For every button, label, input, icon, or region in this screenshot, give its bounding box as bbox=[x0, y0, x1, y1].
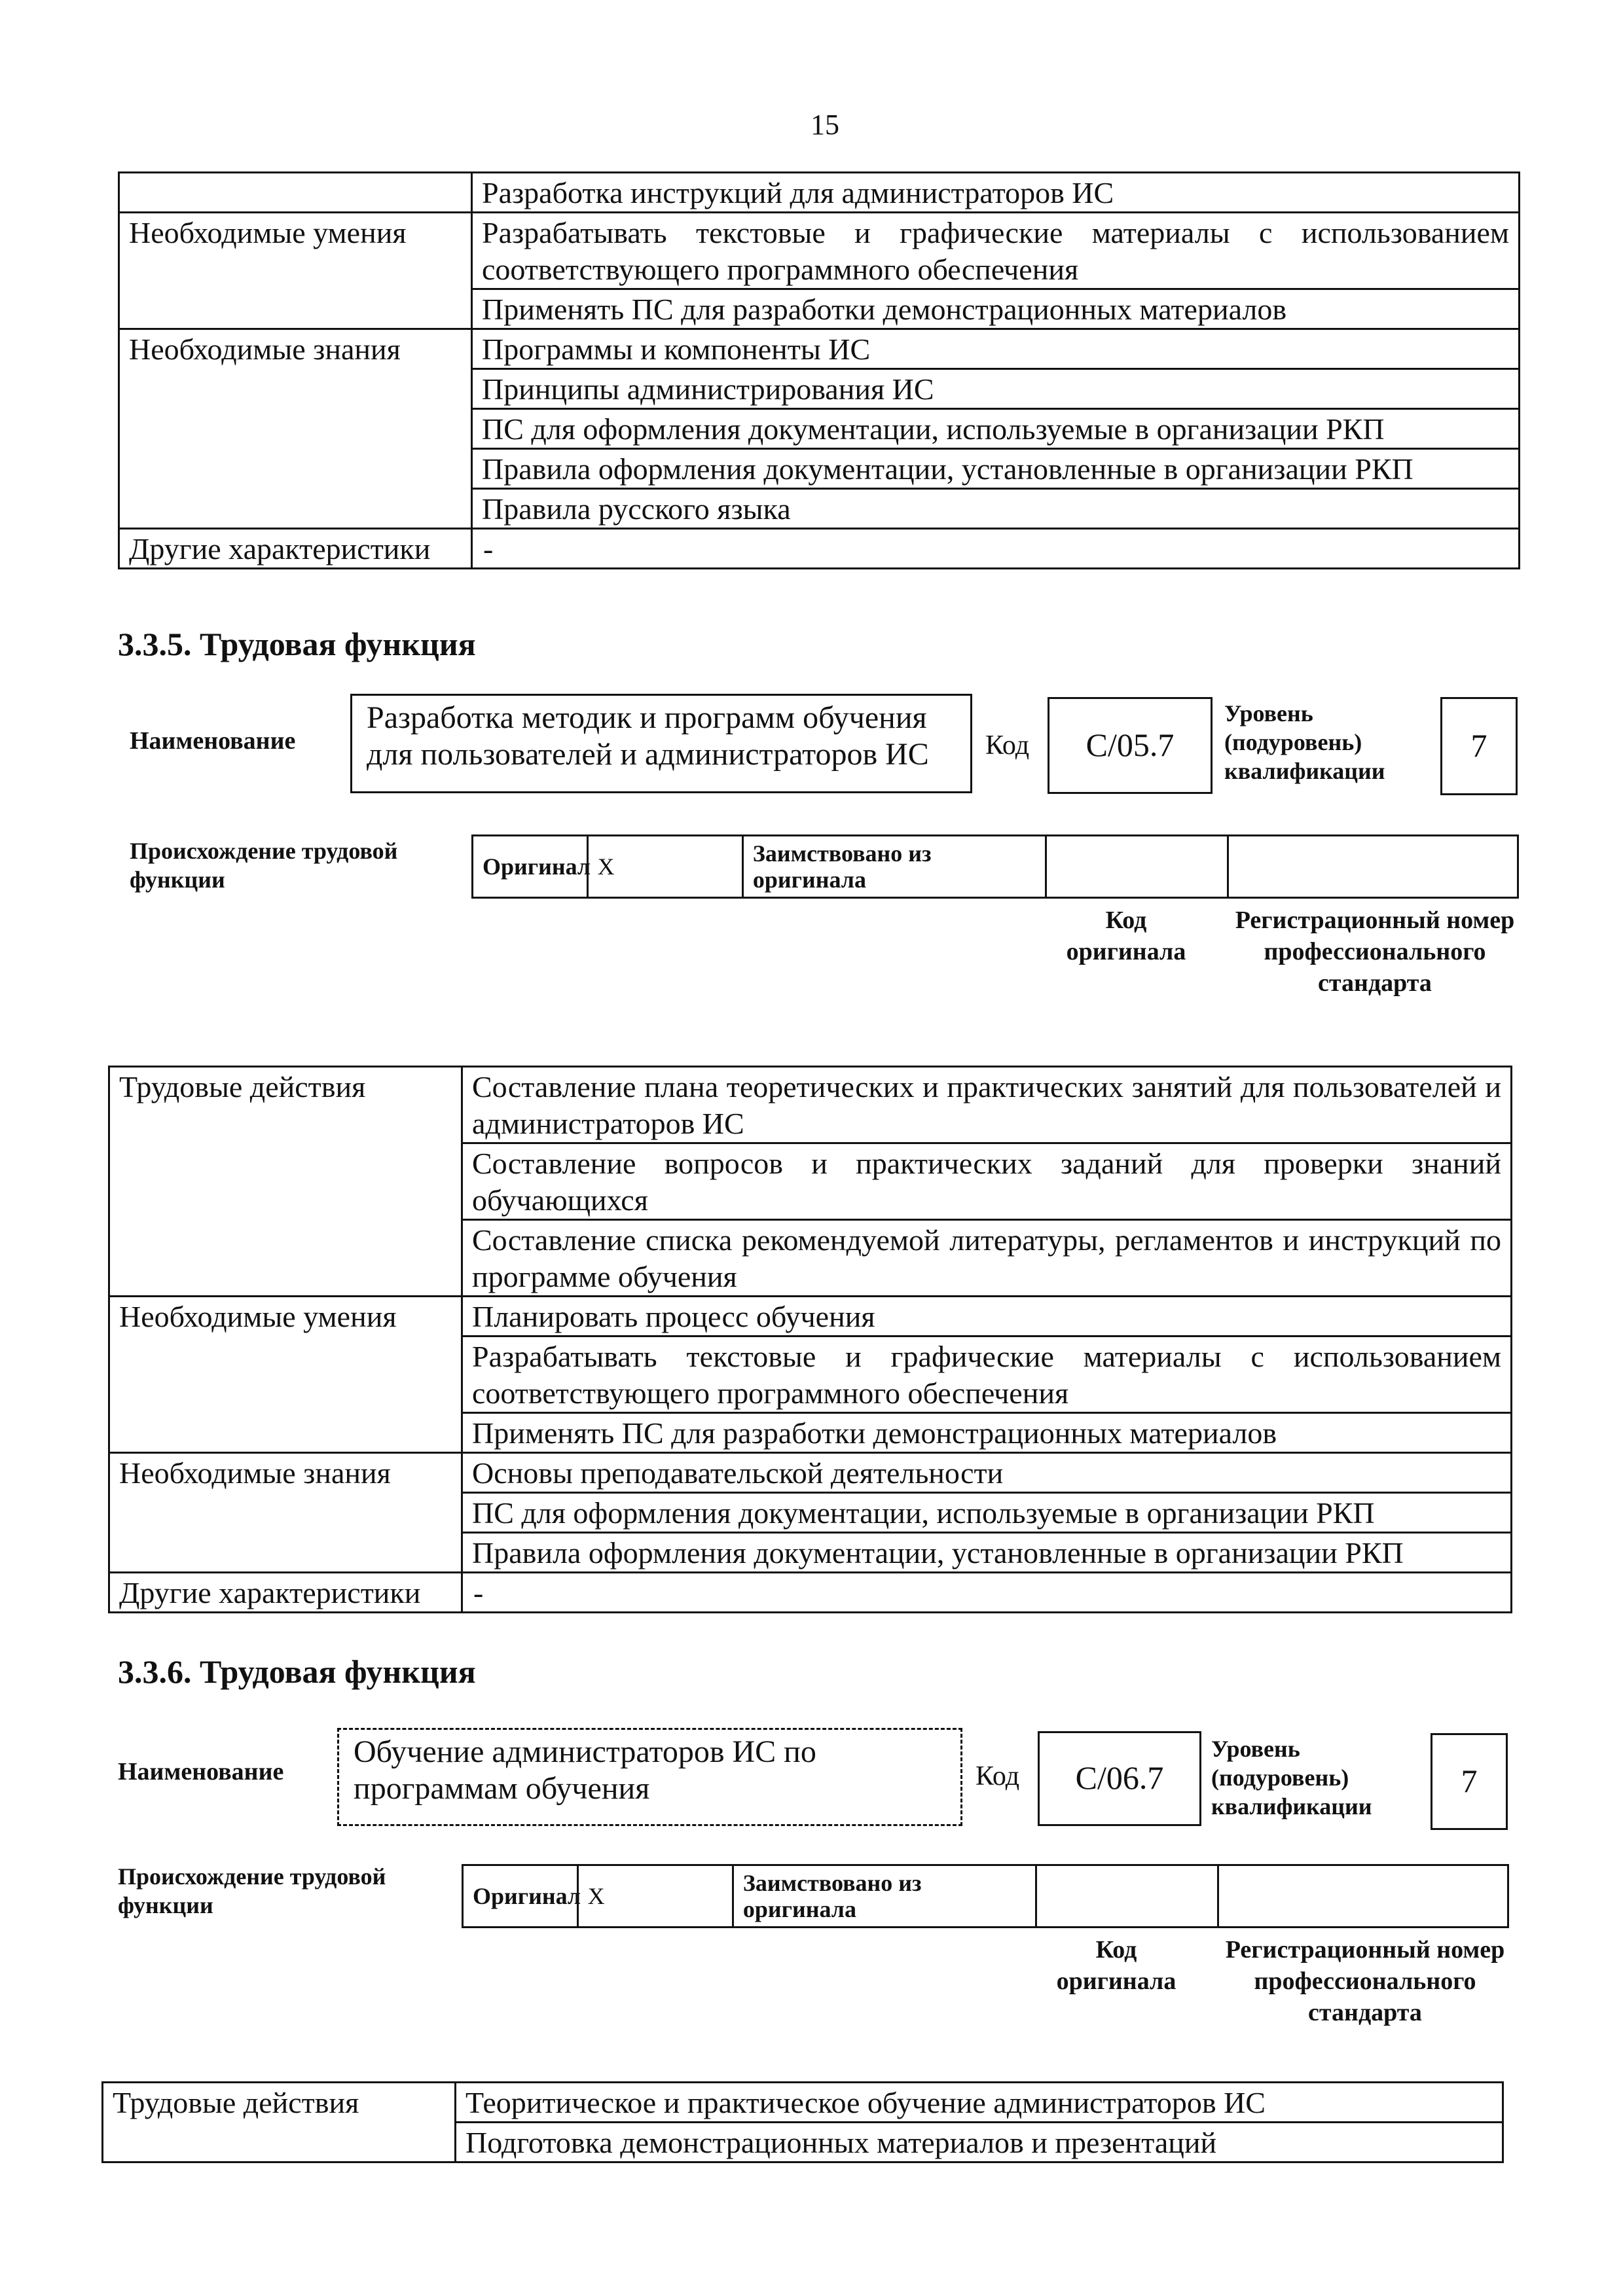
origin-code-cell bbox=[1036, 1865, 1218, 1928]
origin-table-336 bbox=[462, 1864, 1509, 1928]
code-label-336: Код bbox=[976, 1761, 1020, 1791]
row-label: Трудовые действия bbox=[109, 1067, 462, 1297]
row-item: Правила русского языка bbox=[472, 489, 1520, 529]
row-item: - bbox=[462, 1573, 1512, 1613]
origin-borrowed-label: Заимствовано из оригинала bbox=[742, 836, 1046, 898]
origin-reg-cell bbox=[1218, 1865, 1508, 1928]
code-value-336: С/06.7 bbox=[1038, 1731, 1201, 1826]
origin-x-mark: X bbox=[577, 1865, 733, 1928]
code-value-335: С/05.7 bbox=[1048, 697, 1213, 794]
origin-borrowed-label: Заимствовано из оригинала bbox=[733, 1865, 1036, 1928]
row-item: Принципы администрирования ИС bbox=[472, 369, 1520, 409]
function-name-box-335: Разработка методик и программ обучения для пользователей и администраторов ИС bbox=[350, 694, 972, 793]
row-item: Правила оформления документации, установленные в организации РКП bbox=[462, 1533, 1512, 1573]
table-row bbox=[109, 1067, 1512, 1143]
row-item: Основы преподавательской деятельности bbox=[462, 1453, 1512, 1493]
table-row bbox=[119, 529, 1520, 569]
table-row bbox=[109, 1297, 1512, 1336]
caption-reg-336: Регистрационный номер профессионального стандарта bbox=[1225, 1936, 1505, 2026]
table-row bbox=[119, 213, 1520, 289]
table-row bbox=[119, 173, 1520, 213]
table-row bbox=[109, 1453, 1512, 1493]
row-item: Составление плана теоретических и практических занятий для пользователей и администраторов ИС bbox=[462, 1067, 1512, 1143]
row-label: Необходимые умения bbox=[109, 1297, 462, 1453]
row-label: Необходимые знания bbox=[109, 1453, 462, 1573]
row-item: Составление списка рекомендуемой литературы, регламентов и инструкций по программе обучения bbox=[462, 1220, 1512, 1297]
row-label: Другие характеристики bbox=[119, 529, 472, 569]
row-item: Программы и компоненты ИС bbox=[472, 329, 1520, 369]
caption-reg-335: Регистрационный номер профессионального стандарта bbox=[1235, 906, 1515, 997]
name-label-336: Наименование bbox=[118, 1758, 284, 1785]
origin-table-335 bbox=[471, 834, 1519, 899]
row-item: ПС для оформления документации, используемые в организации РКП bbox=[462, 1493, 1512, 1533]
table-row bbox=[109, 1573, 1512, 1613]
requirements-table-335 bbox=[108, 1066, 1512, 1613]
row-item: Правила оформления документации, установленные в организации РКП bbox=[472, 449, 1520, 489]
name-label-335: Наименование bbox=[130, 727, 296, 755]
row-label: Трудовые действия bbox=[103, 2083, 456, 2162]
table-row bbox=[119, 329, 1520, 369]
row-item: Составление вопросов и практических заданий для проверки знаний обучающихся bbox=[462, 1143, 1512, 1220]
section-heading-336: 3.3.6. Трудовая функция bbox=[118, 1653, 476, 1690]
row-item: Разработка инструкций для администраторов ИС bbox=[472, 173, 1520, 213]
level-label-335: Уровень (подуровень) квалификации bbox=[1224, 700, 1385, 784]
row-item: - bbox=[472, 529, 1520, 569]
origin-reg-cell bbox=[1228, 836, 1518, 898]
level-label-336: Уровень (подуровень) квалификации bbox=[1211, 1736, 1372, 1820]
caption-code-336: Код оригинала bbox=[1056, 1936, 1176, 1995]
row-label: Необходимые умения bbox=[119, 213, 472, 329]
origin-original-label: Оригинал bbox=[463, 1865, 578, 1928]
row-item: ПС для оформления документации, используемые в организации РКП bbox=[472, 409, 1520, 449]
origin-label-335: Происхождение трудовой функции bbox=[130, 838, 398, 893]
row-item: Разрабатывать текстовые и графические материалы с использованием соответствующего программного обеспечения bbox=[472, 213, 1520, 289]
row-item: Применять ПС для разработки демонстрационных материалов bbox=[462, 1413, 1512, 1453]
row-item: Разрабатывать текстовые и графические материалы с использованием соответствующего программного обеспечения bbox=[462, 1336, 1512, 1413]
table-row bbox=[103, 2083, 1503, 2123]
function-name-box-336: Обучение администраторов ИС по программам обучения bbox=[337, 1728, 962, 1826]
requirements-table-336 bbox=[101, 2081, 1504, 2163]
level-value-336: 7 bbox=[1431, 1733, 1508, 1830]
requirements-table-top bbox=[118, 171, 1520, 569]
row-item: Применять ПС для разработки демонстрационных материалов bbox=[472, 289, 1520, 329]
row-label: Необходимые знания bbox=[119, 329, 472, 529]
row-item: Планировать процесс обучения bbox=[462, 1297, 1512, 1336]
row-label: Другие характеристики bbox=[109, 1573, 462, 1613]
origin-code-cell bbox=[1046, 836, 1228, 898]
code-label-335: Код bbox=[985, 730, 1030, 761]
section-heading-335: 3.3.5. Трудовая функция bbox=[118, 626, 476, 662]
origin-original-label: Оригинал bbox=[473, 836, 588, 898]
row-label bbox=[119, 173, 472, 213]
row-item: Подготовка демонстрационных материалов и презентаций bbox=[456, 2123, 1503, 2162]
page-number: 15 bbox=[811, 109, 839, 141]
origin-x-mark: X bbox=[587, 836, 742, 898]
level-value-335: 7 bbox=[1440, 697, 1518, 795]
caption-code-335: Код оригинала bbox=[1066, 906, 1186, 965]
origin-label-336: Происхождение трудовой функции bbox=[118, 1863, 386, 1918]
row-item: Теоритическое и практическое обучение администраторов ИС bbox=[456, 2083, 1503, 2123]
